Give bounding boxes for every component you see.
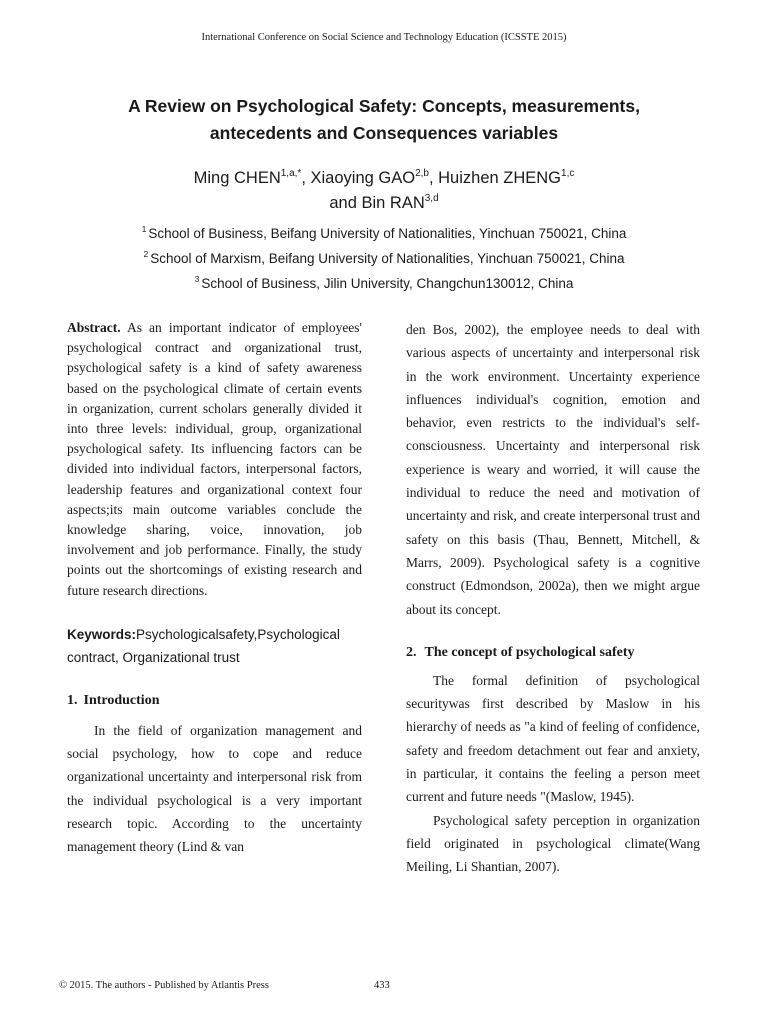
author-name: Xiaoying GAO <box>310 169 416 187</box>
author-conjunction: and <box>329 194 362 212</box>
concept-paragraph-2: Psychological safety perception in organization field originated in psychological climate(Wang Meiling, Li Shantian, 2007). <box>406 812 700 875</box>
title-line-2: antecedents and Consequences variables <box>209 123 559 143</box>
author-list <box>60 166 708 216</box>
affiliation-text: School of Business, Beifang University of Nationalities, Yinchuan 750021, China <box>148 226 627 241</box>
affiliation-item <box>60 271 708 296</box>
title-line-1: A Review on Psychological Safety: Concepts, measurements, <box>128 96 640 116</box>
affiliation-text: School of Business, Jilin University, Changchun130012, China <box>201 276 574 291</box>
section-number: 1. <box>67 692 78 708</box>
section-title: The concept of psychological safety <box>424 644 635 660</box>
section-number: 2. <box>406 644 417 660</box>
introduction-paragraph: In the field of organization management and social psychology, how to cope and reduce organizational uncertainty and interpersonal risk from the individual psychological is a very important research topic. According to the uncertainty management theory (Lind & van <box>67 722 362 855</box>
affiliation-mark: 2 <box>143 249 149 259</box>
author-affiliation-mark: 1,a,* <box>280 168 302 179</box>
affiliation-item <box>60 246 708 271</box>
author-affiliation-mark: 3,d <box>424 193 439 204</box>
authors-line-1 <box>60 166 708 191</box>
authors-line-2 <box>60 191 708 216</box>
affiliation-mark: 3 <box>194 274 200 284</box>
footer-copyright: © 2015. The authors - Published by Atlantis Press <box>59 980 269 991</box>
section-heading-concept <box>406 645 700 661</box>
author-name: Bin RAN <box>361 194 425 212</box>
section-heading-introduction <box>67 693 362 709</box>
keywords-text: Psychologicalsafety,Psychological contract, Organizational trust <box>67 626 340 665</box>
author-affiliation-mark: 1,c <box>561 168 575 179</box>
affiliation-list <box>60 221 708 296</box>
author-separator: , <box>301 169 311 187</box>
author-name: Ming CHEN <box>193 169 281 187</box>
paper-title <box>60 93 708 147</box>
abstract-label: Abstract. <box>67 320 121 335</box>
section-title: Introduction <box>83 692 160 708</box>
page-number: 433 <box>374 980 390 991</box>
affiliation-item <box>60 221 708 246</box>
affiliation-text: School of Marxism, Beifang University of Nationalities, Yinchuan 750021, China <box>150 251 625 266</box>
affiliation-mark: 1 <box>141 224 147 234</box>
left-column <box>67 318 362 859</box>
running-header: International Conference on Social Science and Technology Education (ICSSTE 2015) <box>201 32 567 43</box>
keywords-label: Keywords: <box>67 626 137 642</box>
continued-paragraph: den Bos, 2002), the employee needs to deal with various aspects of uncertainty and interpersonal risk in the work environment. Uncertainty experience influences individual's cognition, emotion and behavior, even restricts to the individual's self-consciousness. Uncertainty and interpersonal risk experience is weary and worried, it will cause the individual to reduce the need and motivation of uncertainty and risk, and create interpersonal trust and safety on this basis (Thau, Bennett, Mitchell, & Marrs, 2009). Psychological safety is a cognitive construct (Edmondson, 2002a), then we might argue about its concept. <box>406 322 700 617</box>
concept-paragraph-1: The formal definition of psychological securitywas first described by Maslow in his hierarchy of needs as "a kind of feeling of confidence, safety and freedom detachment out fear and anxiety, in particular, it contains the feeling a person meet current and future needs "(Maslow, 1945). <box>406 672 700 805</box>
author-affiliation-mark: 2,b <box>415 168 429 179</box>
author-separator: , <box>428 169 439 187</box>
abstract <box>67 318 362 601</box>
keywords <box>67 623 362 669</box>
author-name: Huizhen ZHENG <box>438 169 562 187</box>
right-column <box>406 318 700 879</box>
abstract-text: As an important indicator of employees' psychological contract and organizational trust, psychological safety is a kind of safety awareness based on the psychological climate of certain events in organization, current scholars generally divided it into three levels: individual, group, organizational psychological safety. Its influencing factors can be divided into individual factors, interpersonal factors, leadership features and organizational context four aspects;its main outcome variables conclude the knowledge sharing, voice, innovation, job involvement and job performance. Finally, the study points out the shortcomings of existing research and future research directions. <box>67 320 362 598</box>
